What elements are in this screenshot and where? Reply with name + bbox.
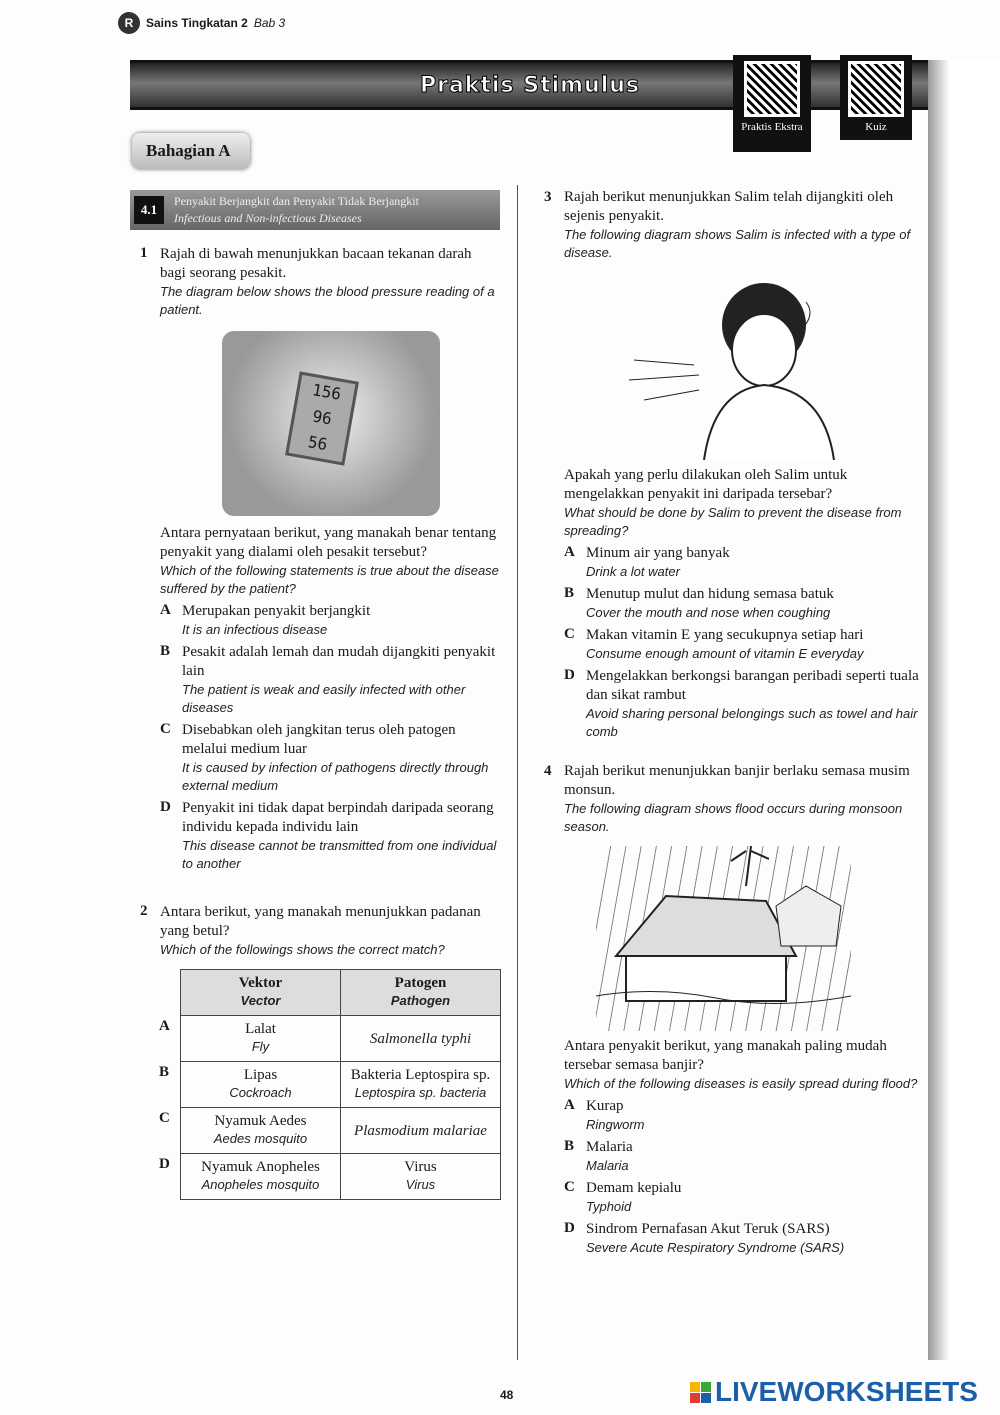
ask-ms: Apakah yang perlu dilakukan oleh Salim untuk mengelakkan penyakit ini daripada tersebar? [564,467,848,502]
option-letter: D [160,799,171,815]
option-text-en: Cover the mouth and nose when coughing [586,605,831,620]
ask-ms: Antara penyakit berikut, yang manakah paling mudah tersebar semasa banjir? [564,1038,887,1073]
option-b[interactable] [564,585,930,622]
vector-cell: D Nyamuk Anopheles Anopheles mosquito [181,1154,341,1200]
option-text-ms: Kurap [586,1098,624,1114]
column-divider [517,185,518,1360]
row-letter: A [159,1018,170,1034]
option-text-ms: Makan vitamin E yang secukupnya setiap hari [586,627,864,643]
watermark-text: LIVEWORKSHEETS [715,1376,978,1407]
ask-ms: Antara pernyataan berikut, yang manakah benar tentang penyakit yang dialami oleh pesakit tersebut? [160,525,497,560]
coughing-boy-illustration [624,280,874,460]
option-a[interactable] [160,602,500,639]
stem-ms: Antara berikut, yang manakah menunjukkan padanan yang betul? [160,904,481,939]
table-row[interactable] [181,1016,501,1062]
question-number: 4 [544,763,552,779]
option-letter: C [564,626,575,642]
option-d[interactable] [564,1220,930,1257]
topic-number: 4.1 [134,196,164,224]
option-letter: B [160,643,171,659]
option-letter: B [564,585,575,601]
running-header [118,12,285,34]
option-letter: A [160,602,171,618]
ask-en: Which of the following diseases is easily spread during flood? [564,1076,918,1091]
stem-en: The following diagram shows Salim is infected with a type of disease. [564,227,911,260]
question-number: 3 [544,189,552,205]
pathogen-cell: Plasmodium malariae [341,1108,501,1154]
ask-en: What should be done by Salim to prevent the disease from spreading? [564,505,902,538]
option-text-ms: Menutup mulut dan hidung semasa batuk [586,586,834,602]
table-row[interactable] [181,1108,501,1154]
monitor-display [285,371,359,465]
option-b[interactable] [160,643,500,717]
option-text-ms: Penyakit ini tidak dapat berpindah daripada seorang individu kepada individu lain [182,800,494,835]
option-a[interactable] [564,544,930,581]
question-number: 2 [140,903,148,919]
option-letter: D [564,1220,575,1236]
option-c[interactable] [564,1179,930,1216]
stem-ms: Rajah berikut menunjukkan Salim telah dijangkiti oleh sejenis penyakit. [564,189,894,224]
stem-en: The diagram below shows the blood pressure reading of a patient. [160,284,495,317]
liveworksheets-watermark [690,1376,978,1408]
row-letter: D [159,1156,170,1172]
qr-code-icon [744,61,800,117]
option-a[interactable] [564,1097,930,1134]
page-edge-shadow [928,60,1000,1360]
option-text-ms: Pesakit adalah lemah dan mudah dijangkiti penyakit lain [182,644,496,679]
option-text-ms: Merupakan penyakit berjangkit [182,603,371,619]
qr-label: Praktis Ekstra [741,121,803,133]
option-text-ms: Minum air yang banyak [586,545,730,561]
ask-en: Which of the following statements is true about the disease suffered by the patient? [160,563,499,596]
vector-cell: A Lalat Fly [181,1016,341,1062]
option-text-en: It is caused by infection of pathogens directly through external medium [182,760,489,793]
blood-pressure-monitor-image [222,331,440,516]
option-text-ms: Mengelakkan berkongsi barangan peribadi seperti tuala dan sikat rambut [586,668,919,703]
topic-title-en: Infectious and Non-infectious Diseases [174,211,362,225]
qr-code-icon [848,61,904,117]
question-2 [140,903,505,1200]
question-4 [564,762,930,1257]
option-letter: B [564,1138,575,1154]
stem-ms: Rajah di bawah menunjukkan bacaan tekanan darah bagi seorang pesakit. [160,246,472,281]
option-c[interactable] [564,626,930,663]
diastolic-reading: 96 [311,406,334,429]
row-letter: B [159,1064,170,1080]
option-letter: A [564,1097,575,1113]
section-label: Bahagian A [132,133,250,169]
option-letter: C [160,721,171,737]
option-letter: A [564,544,575,560]
option-d[interactable] [160,799,500,873]
page-number: 48 [500,1388,514,1402]
book-title: Sains Tingkatan 2 [146,16,248,30]
option-text-en: Severe Acute Respiratory Syndrome (SARS) [586,1240,845,1255]
option-text-en: The patient is weak and easily infected with other diseases [182,682,466,715]
pathogen-cell: Salmonella typhi [341,1016,501,1062]
pulse-reading: 56 [306,432,329,455]
page-title: Praktis Stimulus [419,73,641,98]
option-text-ms: Disebabkan oleh jangkitan terus oleh patogen melalui medium luar [182,722,456,757]
option-text-ms: Sindrom Pernafasan Akut Teruk (SARS) [586,1221,830,1237]
qr-kuiz[interactable] [840,55,912,140]
stem-en: Which of the followings shows the correct match? [160,942,445,957]
option-text-en: This disease cannot be transmitted from one individual to another [182,838,497,871]
option-letter: D [564,667,575,683]
header-vector: Vektor Vector [181,970,341,1016]
stem-ms: Rajah berikut menunjukkan banjir berlaku semasa musim monsun. [564,763,910,798]
question-1 [140,245,500,873]
vector-pathogen-table [159,969,501,1200]
flood-illustration [596,846,851,1031]
option-text-en: It is an infectious disease [182,622,328,637]
table-row[interactable] [181,1062,501,1108]
chapter-label: Bab 3 [253,16,286,30]
topic-header [130,190,500,230]
option-text-en: Malaria [586,1158,629,1173]
option-b[interactable] [564,1138,930,1175]
vector-cell: C Nyamuk Aedes Aedes mosquito [181,1108,341,1154]
option-d[interactable] [564,667,930,741]
book-logo: R [118,12,140,34]
pathogen-cell: Virus Virus [341,1154,501,1200]
question-3 [564,188,930,741]
option-text-en: Avoid sharing personal belongings such as towel and hair comb [586,706,918,739]
option-text-ms: Malaria [586,1139,633,1155]
option-text-en: Ringworm [586,1117,645,1132]
option-text-en: Drink a lot water [586,564,680,579]
qr-label: Kuiz [865,121,887,133]
option-c[interactable] [160,721,500,795]
liveworksheets-logo-icon [690,1382,711,1403]
vector-cell: B Lipas Cockroach [181,1062,341,1108]
row-letter: C [159,1110,170,1126]
stem-en: The following diagram shows flood occurs during monsoon season. [564,801,903,834]
pathogen-cell: Bakteria Leptospira sp. Leptospira sp. bacteria [341,1062,501,1108]
header-pathogen: Patogen Pathogen [341,970,501,1016]
option-text-en: Typhoid [586,1199,632,1214]
qr-praktis-ekstra[interactable] [733,55,811,152]
option-text-en: Consume enough amount of vitamin E everyday [586,646,864,661]
option-letter: C [564,1179,575,1195]
option-text-ms: Demam kepialu [586,1180,682,1196]
topic-title-ms: Penyakit Berjangkit dan Penyakit Tidak Berjangkit [174,194,419,208]
systolic-reading: 156 [310,380,343,404]
table-row[interactable] [181,1154,501,1200]
question-number: 1 [140,245,148,261]
